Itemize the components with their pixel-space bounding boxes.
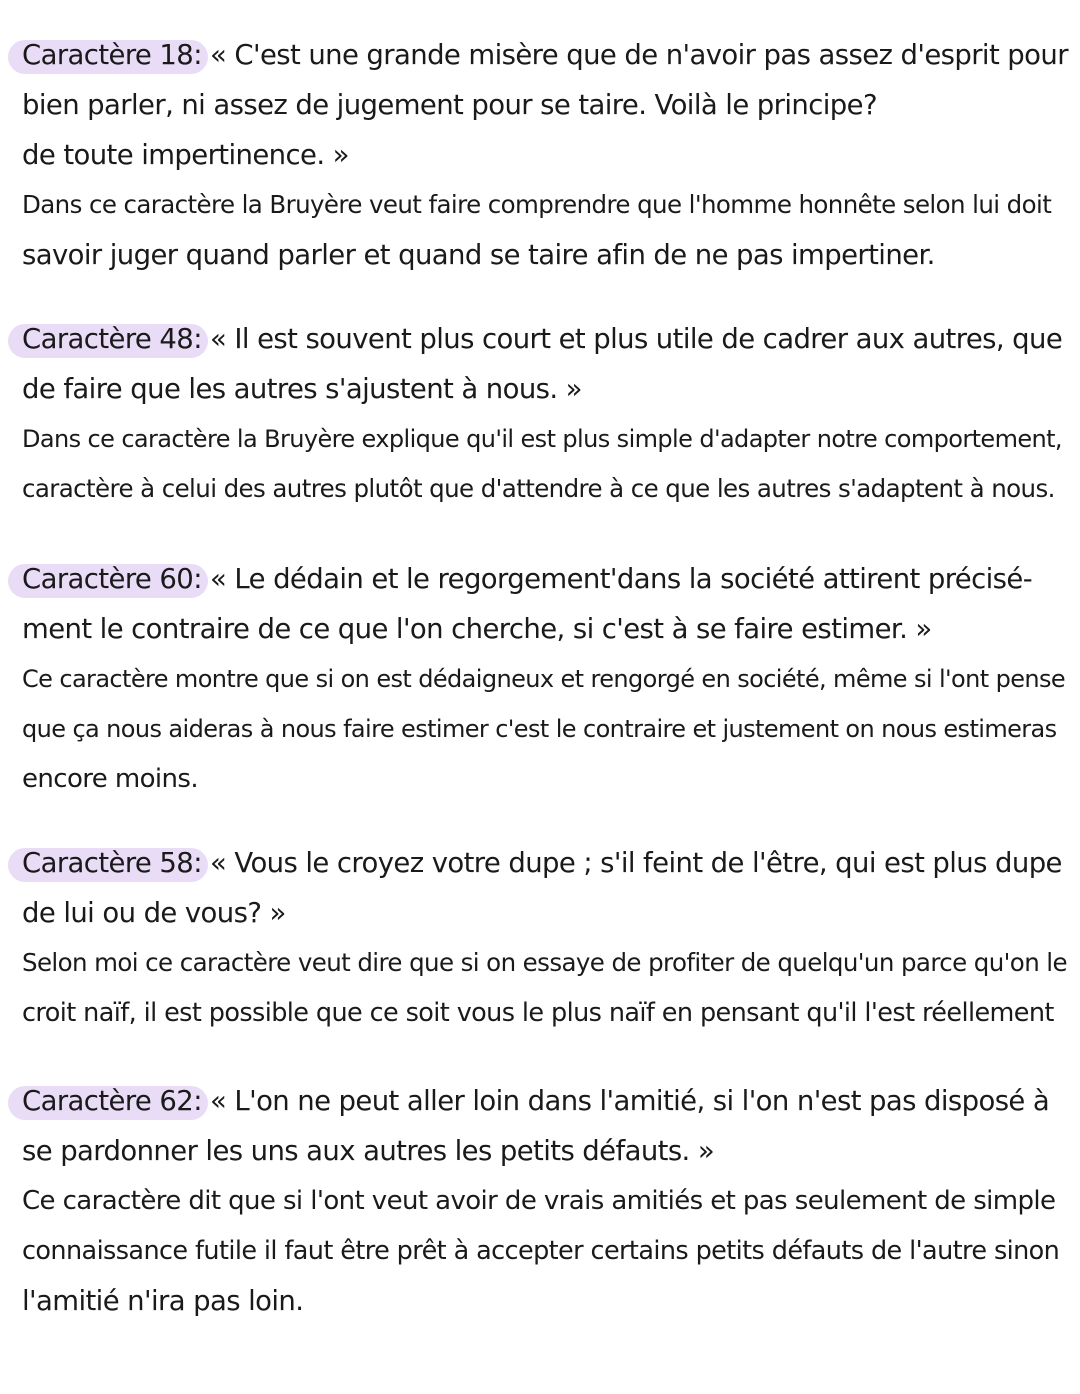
entry-label: Caractère 48:: [22, 314, 202, 364]
quote-text: « Le dédain et le regorgement'dans la société attirent précisé-: [210, 563, 1033, 595]
commentary-line: que ça nous aideras à nous faire estimer c'est le contraire et justement on nous estimeras: [22, 715, 1057, 743]
commentary-line: connaissance futile il faut être prêt à accepter certains petits défauts de l'autre sinon: [22, 1236, 1060, 1266]
quote-text: « C'est une grande misère que de n'avoir pas assez d'esprit pour: [210, 39, 1068, 71]
entry-caractere-62: [22, 1076, 1068, 1326]
commentary-line: Ce caractère montre que si on est dédaigneux et rengorgé en société, même si l'ont pense: [22, 665, 1066, 693]
entry-line: [22, 554, 1068, 604]
commentary-line: caractère à celui des autres plutôt que d'attendre à ce que les autres s'adaptent à nous.: [22, 474, 1055, 503]
commentary-line: Selon moi ce caractère veut dire que si on essaye de profiter de quelqu'un parce qu'on le: [22, 948, 1067, 977]
quote-text: « L'on ne peut aller loin dans l'amitié, si l'on n'est pas disposé à: [210, 1085, 1050, 1117]
entry-line: bien parler, ni assez de jugement pour se taire. Voilà le principe?: [22, 89, 877, 121]
entry-label: Caractère 60:: [22, 554, 202, 604]
entry-line: [22, 314, 1068, 364]
entry-caractere-48: [22, 314, 1068, 514]
entry-line: de lui ou de vous? »: [22, 897, 286, 929]
commentary-line: Dans ce caractère la Bruyère explique qu'il est plus simple d'adapter notre comportement,: [22, 425, 1062, 453]
entry-label: Caractère 62:: [22, 1076, 202, 1126]
entry-line: [22, 838, 1068, 888]
entry-label: Caractère 18:: [22, 30, 202, 80]
commentary-line: Ce caractère dit que si l'ont veut avoir de vrais amitiés et pas seulement de simple: [22, 1186, 1056, 1216]
commentary-line: savoir juger quand parler et quand se taire afin de ne pas impertiner.: [22, 239, 935, 271]
commentary-line: Dans ce caractère la Bruyère veut faire comprendre que l'homme honnête selon lui doit: [22, 190, 1052, 219]
entry-caractere-60: [22, 554, 1068, 804]
entry-line: [22, 1076, 1068, 1126]
commentary-line: l'amitié n'ira pas loin.: [22, 1285, 304, 1317]
entry-label: Caractère 58:: [22, 838, 202, 888]
commentary-line: croit naïf, il est possible que ce soit vous le plus naïf en pensant qu'il l'est réellement: [22, 998, 1054, 1028]
entry-line: se pardonner les uns aux autres les petits défauts. »: [22, 1135, 715, 1167]
entry-line: de faire que les autres s'ajustent à nous. »: [22, 373, 582, 405]
commentary-line: encore moins.: [22, 764, 199, 794]
entry-line: [22, 30, 1068, 80]
entry-caractere-18: [22, 30, 1068, 280]
entry-line: ment le contraire de ce que l'on cherche, si c'est à se faire estimer. »: [22, 613, 932, 645]
quote-text: « Vous le croyez votre dupe ; s'il feint de l'être, qui est plus dupe: [210, 847, 1062, 879]
entry-caractere-58: [22, 838, 1068, 1038]
quote-text: « Il est souvent plus court et plus utile de cadrer aux autres, que: [210, 323, 1063, 355]
entry-line: de toute impertinence. »: [22, 139, 349, 171]
